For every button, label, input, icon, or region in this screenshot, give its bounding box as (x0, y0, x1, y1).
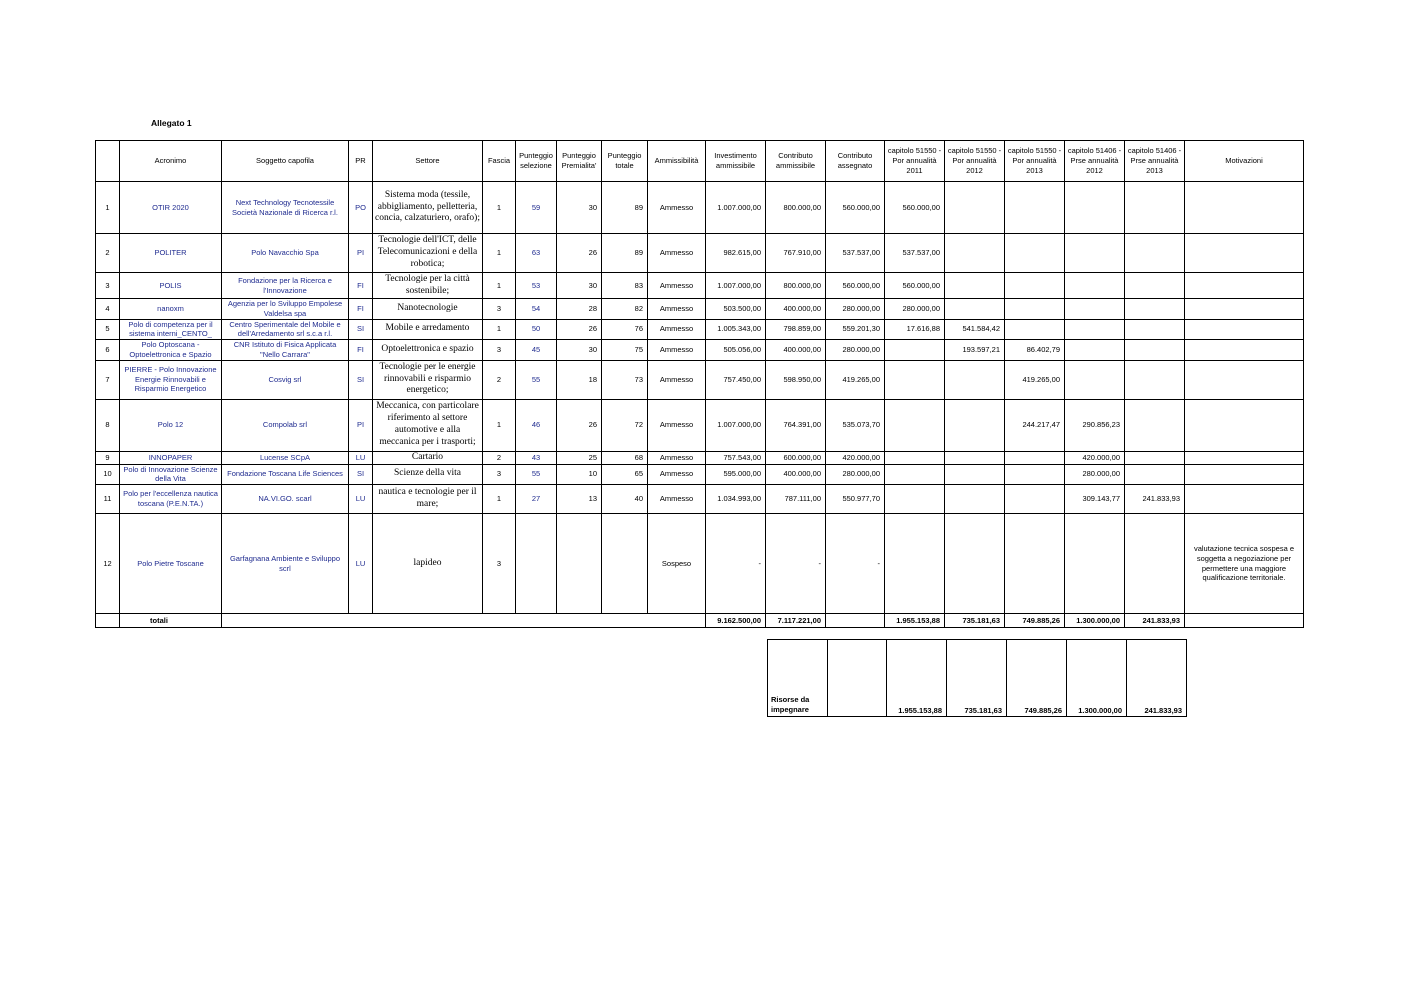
settore-cell: Tecnologie dell'ICT, delle Telecomunicazioni e della robotica; (373, 234, 483, 273)
cap-2012-cell (945, 299, 1005, 320)
settore-cell: Mobile e arredamento (373, 319, 483, 340)
row-number: 10 (96, 464, 120, 485)
investimento-cell: 595.000,00 (706, 464, 766, 485)
header-punteggio-premialita: Punteggio Premialita' (557, 141, 602, 182)
soggetto-cell: CNR Istituto di Fisica Applicata "Nello Carrara" (222, 340, 349, 361)
settore-cell: Optoelettronica e spazio (373, 340, 483, 361)
punteggio-premialita-cell: 30 (557, 340, 602, 361)
cap-2012-cell (945, 451, 1005, 464)
punteggio-totale-cell: 89 (602, 234, 648, 273)
row-number: 3 (96, 273, 120, 299)
header-pr: PR (349, 141, 373, 182)
punteggio-premialita-cell: 26 (557, 319, 602, 340)
soggetto-cell: NA.VI.GO. scarl (222, 485, 349, 514)
fascia-cell: 3 (483, 514, 516, 614)
cap-2011-cell (885, 451, 945, 464)
contributo-ammissibile-cell: 798.859,00 (766, 319, 826, 340)
row-number: 1 (96, 182, 120, 234)
contributo-assegnato-cell: 280.000,00 (826, 299, 885, 320)
punteggio-totale-cell: 72 (602, 399, 648, 451)
contributo-ammissibile-cell: 767.910,00 (766, 234, 826, 273)
prse-2012-cell (1065, 273, 1125, 299)
settore-cell: lapideo (373, 514, 483, 614)
table-row (96, 360, 1304, 399)
header-motivazioni: Motivazioni (1185, 141, 1304, 182)
contributo-assegnato-cell: 280.000,00 (826, 464, 885, 485)
motivazioni-cell: valutazione tecnica sospesa e soggetta a negoziazione per permettere una maggiore qualificazione territoriale. (1185, 514, 1304, 614)
totals-label: totali (120, 614, 222, 628)
pr-cell: SI (349, 319, 373, 340)
prse-2013-cell (1125, 340, 1185, 361)
contributo-ammissibile-cell: 400.000,00 (766, 299, 826, 320)
row-number: 11 (96, 485, 120, 514)
punteggio-premialita-cell: 18 (557, 360, 602, 399)
header-settore: Settore (373, 141, 483, 182)
soggetto-cell: Agenzia per lo Sviluppo Empolese Valdelsa spa (222, 299, 349, 320)
ammissibilita-cell: Sospeso (648, 514, 706, 614)
cap-2011-cell: 17.616,88 (885, 319, 945, 340)
investimento-cell: 757.543,00 (706, 451, 766, 464)
prse-2012-cell: 290.856,23 (1065, 399, 1125, 451)
header-num (96, 141, 120, 182)
totals-empty-span (222, 614, 706, 628)
fascia-cell: 1 (483, 273, 516, 299)
acronimo-cell: nanoxm (120, 299, 222, 320)
punteggio-selezione-cell: 54 (516, 299, 557, 320)
punteggio-totale-cell: 65 (602, 464, 648, 485)
header-acronimo: Acronimo (120, 141, 222, 182)
motivazioni-cell (1185, 182, 1304, 234)
settore-cell: Nanotecnologie (373, 299, 483, 320)
table-row (96, 399, 1304, 451)
punteggio-premialita-cell (557, 514, 602, 614)
contributo-assegnato-cell: 280.000,00 (826, 340, 885, 361)
punteggio-selezione-cell: 53 (516, 273, 557, 299)
fascia-cell: 3 (483, 464, 516, 485)
soggetto-cell: Garfagnana Ambiente e Sviluppo scrl (222, 514, 349, 614)
table-row (96, 340, 1304, 361)
punteggio-selezione-cell: 27 (516, 485, 557, 514)
cap-2011-cell (885, 464, 945, 485)
fascia-cell: 1 (483, 319, 516, 340)
table-row (96, 485, 1304, 514)
punteggio-selezione-cell: 63 (516, 234, 557, 273)
cap-2011-cell (885, 514, 945, 614)
risorse-row (768, 640, 1187, 717)
contributo-ammissibile-cell: 598.950,00 (766, 360, 826, 399)
motivazioni-cell (1185, 299, 1304, 320)
punteggio-premialita-cell: 26 (557, 399, 602, 451)
soggetto-cell: Polo Navacchio Spa (222, 234, 349, 273)
ammissibilita-cell: Ammesso (648, 182, 706, 234)
header-contributo-ammissibile: Contributo ammissibile (766, 141, 826, 182)
acronimo-cell: Polo per l'eccellenza nautica toscana (P.E.N.TA.) (120, 485, 222, 514)
cap-2013-cell: 86.402,79 (1005, 340, 1065, 361)
pr-cell: PO (349, 182, 373, 234)
contributo-assegnato-cell: 550.977,70 (826, 485, 885, 514)
contributo-assegnato-cell: 419.265,00 (826, 360, 885, 399)
punteggio-selezione-cell: 43 (516, 451, 557, 464)
contributo-assegnato-cell: - (826, 514, 885, 614)
prse-2012-cell (1065, 234, 1125, 273)
header-contributo-assegnato: Contributo assegnato (826, 141, 885, 182)
cap-2011-cell (885, 340, 945, 361)
table-row (96, 319, 1304, 340)
investimento-cell: 757.450,00 (706, 360, 766, 399)
fascia-cell: 1 (483, 182, 516, 234)
cap-2013-cell (1005, 451, 1065, 464)
prse-2013-cell: 241.833,93 (1125, 485, 1185, 514)
investimento-cell: 503.500,00 (706, 299, 766, 320)
prse-2013-cell (1125, 319, 1185, 340)
table-row (96, 514, 1304, 614)
punteggio-totale-cell: 68 (602, 451, 648, 464)
header-investimento: Investimento ammissibile (706, 141, 766, 182)
risorse-empty-cell (828, 640, 887, 717)
fascia-cell: 1 (483, 485, 516, 514)
cap-2012-cell (945, 514, 1005, 614)
contributo-ammissibile-cell: 764.391,00 (766, 399, 826, 451)
row-number: 7 (96, 360, 120, 399)
totals-motivazioni-empty (1185, 614, 1304, 628)
risorse-cap-2012: 735.181,63 (947, 640, 1007, 717)
cap-2012-cell (945, 182, 1005, 234)
punteggio-selezione-cell: 55 (516, 360, 557, 399)
header-ammissibilita: Ammissibilità (648, 141, 706, 182)
acronimo-cell: Polo Optoscana - Optoelettronica e Spazio (120, 340, 222, 361)
ammissibilita-cell: Ammesso (648, 485, 706, 514)
cap-2011-cell: 560.000,00 (885, 182, 945, 234)
totals-prse-2013: 241.833,93 (1125, 614, 1185, 628)
totals-prse-2012: 1.300.000,00 (1065, 614, 1125, 628)
punteggio-premialita-cell: 13 (557, 485, 602, 514)
header-punteggio-totale: Punteggio totale (602, 141, 648, 182)
acronimo-cell: POLITER (120, 234, 222, 273)
row-number: 6 (96, 340, 120, 361)
punteggio-totale-cell: 83 (602, 273, 648, 299)
soggetto-cell: Fondazione per la Ricerca e l'Innovazione (222, 273, 349, 299)
header-cap-2013: capitolo 51550 - Por annualità 2013 (1005, 141, 1065, 182)
prse-2013-cell (1125, 182, 1185, 234)
pr-cell: LU (349, 451, 373, 464)
fascia-cell: 3 (483, 299, 516, 320)
ammissibilita-cell: Ammesso (648, 340, 706, 361)
investimento-cell: 1.007.000,00 (706, 273, 766, 299)
row-number: 9 (96, 451, 120, 464)
row-number: 8 (96, 399, 120, 451)
fascia-cell: 1 (483, 399, 516, 451)
motivazioni-cell (1185, 485, 1304, 514)
row-number: 2 (96, 234, 120, 273)
investimento-cell: 1.007.000,00 (706, 182, 766, 234)
fascia-cell: 2 (483, 451, 516, 464)
cap-2013-cell: 419.265,00 (1005, 360, 1065, 399)
prse-2012-cell (1065, 319, 1125, 340)
totals-spacer (96, 614, 120, 628)
punteggio-totale-cell: 75 (602, 340, 648, 361)
risorse-label: Risorse da impegnare (768, 640, 828, 717)
cap-2013-cell (1005, 182, 1065, 234)
risorse-prse-2012: 1.300.000,00 (1067, 640, 1127, 717)
ammissibilita-cell: Ammesso (648, 399, 706, 451)
investimento-cell: - (706, 514, 766, 614)
prse-2013-cell (1125, 399, 1185, 451)
punteggio-totale-cell: 89 (602, 182, 648, 234)
header-cap-2011: capitolo 51550 - Por annualità 2011 (885, 141, 945, 182)
cap-2013-cell (1005, 234, 1065, 273)
table-header-row (96, 141, 1304, 182)
row-number: 5 (96, 319, 120, 340)
cap-2011-cell (885, 485, 945, 514)
acronimo-cell: Polo Pietre Toscane (120, 514, 222, 614)
cap-2013-cell (1005, 464, 1065, 485)
motivazioni-cell (1185, 360, 1304, 399)
header-prse-2013: capitolo 51406 - Prse annualità 2013 (1125, 141, 1185, 182)
prse-2013-cell (1125, 299, 1185, 320)
table-row (96, 273, 1304, 299)
punteggio-selezione-cell: 46 (516, 399, 557, 451)
prse-2013-cell (1125, 273, 1185, 299)
header-cap-2012: capitolo 51550 - Por annualità 2012 (945, 141, 1005, 182)
investimento-cell: 982.615,00 (706, 234, 766, 273)
soggetto-cell: Centro Sperimentale del Mobile e dell'Arredamento srl s.c.a r.l. (222, 319, 349, 340)
pr-cell: PI (349, 234, 373, 273)
prse-2013-cell (1125, 514, 1185, 614)
soggetto-cell: Lucense SCpA (222, 451, 349, 464)
header-soggetto: Soggetto capofila (222, 141, 349, 182)
prse-2012-cell (1065, 360, 1125, 399)
investimento-cell: 1.007.000,00 (706, 399, 766, 451)
cap-2011-cell (885, 360, 945, 399)
ammissibilita-cell: Ammesso (648, 234, 706, 273)
punteggio-totale-cell: 76 (602, 319, 648, 340)
soggetto-cell: Next Technology Tecnotessile Società Nazionale di Ricerca r.l. (222, 182, 349, 234)
contributo-ammissibile-cell: - (766, 514, 826, 614)
cap-2011-cell: 280.000,00 (885, 299, 945, 320)
ammissibilita-cell: Ammesso (648, 451, 706, 464)
fascia-cell: 2 (483, 360, 516, 399)
ammissibilita-cell: Ammesso (648, 319, 706, 340)
contributo-ammissibile-cell: 600.000,00 (766, 451, 826, 464)
acronimo-cell: INNOPAPER (120, 451, 222, 464)
pr-cell: FI (349, 299, 373, 320)
pr-cell: PI (349, 399, 373, 451)
cap-2011-cell (885, 399, 945, 451)
table-row (96, 299, 1304, 320)
soggetto-cell: Compolab srl (222, 399, 349, 451)
fascia-cell: 3 (483, 340, 516, 361)
prse-2012-cell (1065, 299, 1125, 320)
prse-2012-cell (1065, 514, 1125, 614)
cap-2012-cell (945, 273, 1005, 299)
header-prse-2012: capitolo 51406 - Prse annualità 2012 (1065, 141, 1125, 182)
soggetto-cell: Fondazione Toscana Life Sciences (222, 464, 349, 485)
ammissibilita-cell: Ammesso (648, 273, 706, 299)
punteggio-premialita-cell: 25 (557, 451, 602, 464)
cap-2012-cell (945, 234, 1005, 273)
header-fascia: Fascia (483, 141, 516, 182)
contributo-assegnato-cell: 535.073,70 (826, 399, 885, 451)
punteggio-selezione-cell: 59 (516, 182, 557, 234)
contributo-assegnato-cell: 420.000,00 (826, 451, 885, 464)
risorse-prse-2013: 241.833,93 (1127, 640, 1187, 717)
contributo-assegnato-cell: 559.201,30 (826, 319, 885, 340)
punteggio-totale-cell: 40 (602, 485, 648, 514)
investimento-cell: 1.005.343,00 (706, 319, 766, 340)
motivazioni-cell (1185, 340, 1304, 361)
cap-2013-cell (1005, 273, 1065, 299)
risorse-cap-2013: 749.885,26 (1007, 640, 1067, 717)
cap-2011-cell: 560.000,00 (885, 273, 945, 299)
soggetto-cell: Cosvig srl (222, 360, 349, 399)
ammissibilita-cell: Ammesso (648, 299, 706, 320)
punteggio-totale-cell (602, 514, 648, 614)
punteggio-premialita-cell: 28 (557, 299, 602, 320)
totals-investimento: 9.162.500,00 (706, 614, 766, 628)
cap-2012-cell: 193.597,21 (945, 340, 1005, 361)
investimento-cell: 505.056,00 (706, 340, 766, 361)
table-row (96, 451, 1304, 464)
header-punteggio-selezione: Punteggio selezione (516, 141, 557, 182)
pr-cell: LU (349, 514, 373, 614)
acronimo-cell: Polo di Innovazione Scienze della Vita (120, 464, 222, 485)
risorse-table (767, 639, 1187, 717)
motivazioni-cell (1185, 319, 1304, 340)
totals-contributo-assegnato-empty (826, 614, 885, 628)
row-number: 4 (96, 299, 120, 320)
prse-2013-cell (1125, 451, 1185, 464)
motivazioni-cell (1185, 234, 1304, 273)
risorse-cap-2011: 1.955.153,88 (887, 640, 947, 717)
totals-cap-2013: 749.885,26 (1005, 614, 1065, 628)
document-title: Allegato 1 (151, 118, 192, 128)
totals-cap-2012: 735.181,63 (945, 614, 1005, 628)
punteggio-premialita-cell: 26 (557, 234, 602, 273)
acronimo-cell: Polo 12 (120, 399, 222, 451)
prse-2012-cell (1065, 340, 1125, 361)
pr-cell: FI (349, 340, 373, 361)
punteggio-premialita-cell: 30 (557, 273, 602, 299)
settore-cell: Tecnologie per la città sostenibile; (373, 273, 483, 299)
cap-2012-cell (945, 485, 1005, 514)
pr-cell: SI (349, 464, 373, 485)
settore-cell: Tecnologie per le energie rinnovabili e risparmio energetico; (373, 360, 483, 399)
cap-2013-cell: 244.217,47 (1005, 399, 1065, 451)
settore-cell: Scienze della vita (373, 464, 483, 485)
punteggio-premialita-cell: 10 (557, 464, 602, 485)
totals-cap-2011: 1.955.153,88 (885, 614, 945, 628)
cap-2012-cell (945, 399, 1005, 451)
projects-table (95, 140, 1304, 628)
settore-cell: Cartario (373, 451, 483, 464)
contributo-ammissibile-cell: 800.000,00 (766, 273, 826, 299)
row-number: 12 (96, 514, 120, 614)
punteggio-selezione-cell: 45 (516, 340, 557, 361)
cap-2013-cell (1005, 299, 1065, 320)
prse-2012-cell (1065, 182, 1125, 234)
punteggio-selezione-cell: 50 (516, 319, 557, 340)
motivazioni-cell (1185, 464, 1304, 485)
punteggio-selezione-cell (516, 514, 557, 614)
prse-2013-cell (1125, 464, 1185, 485)
prse-2012-cell: 420.000,00 (1065, 451, 1125, 464)
contributo-assegnato-cell: 537.537,00 (826, 234, 885, 273)
contributo-ammissibile-cell: 400.000,00 (766, 340, 826, 361)
acronimo-cell: OTIR 2020 (120, 182, 222, 234)
punteggio-totale-cell: 73 (602, 360, 648, 399)
prse-2012-cell: 309.143,77 (1065, 485, 1125, 514)
cap-2011-cell: 537.537,00 (885, 234, 945, 273)
contributo-assegnato-cell: 560.000,00 (826, 273, 885, 299)
punteggio-premialita-cell: 30 (557, 182, 602, 234)
contributo-assegnato-cell: 560.000,00 (826, 182, 885, 234)
table-row (96, 182, 1304, 234)
punteggio-selezione-cell: 55 (516, 464, 557, 485)
prse-2013-cell (1125, 234, 1185, 273)
fascia-cell: 1 (483, 234, 516, 273)
ammissibilita-cell: Ammesso (648, 360, 706, 399)
settore-cell: nautica e tecnologie per il mare; (373, 485, 483, 514)
cap-2012-cell: 541.584,42 (945, 319, 1005, 340)
table-row (96, 234, 1304, 273)
motivazioni-cell (1185, 399, 1304, 451)
cap-2013-cell (1005, 514, 1065, 614)
pr-cell: FI (349, 273, 373, 299)
cap-2012-cell (945, 464, 1005, 485)
settore-cell: Meccanica, con particolare riferimento al settore automotive e alla meccanica per i trasporti; (373, 399, 483, 451)
ammissibilita-cell: Ammesso (648, 464, 706, 485)
prse-2013-cell (1125, 360, 1185, 399)
motivazioni-cell (1185, 273, 1304, 299)
contributo-ammissibile-cell: 400.000,00 (766, 464, 826, 485)
cap-2013-cell (1005, 319, 1065, 340)
settore-cell: Sistema moda (tessile, abbigliamento, pelletteria, concia, calzaturiero, orafo); (373, 182, 483, 234)
totals-contributo-ammissibile: 7.117.221,00 (766, 614, 826, 628)
acronimo-cell: Polo di competenza per il sistema interni_CENTO_ (120, 319, 222, 340)
prse-2012-cell: 280.000,00 (1065, 464, 1125, 485)
cap-2013-cell (1005, 485, 1065, 514)
totals-row (96, 614, 1304, 628)
acronimo-cell: POLIS (120, 273, 222, 299)
contributo-ammissibile-cell: 800.000,00 (766, 182, 826, 234)
investimento-cell: 1.034.993,00 (706, 485, 766, 514)
pr-cell: SI (349, 360, 373, 399)
pr-cell: LU (349, 485, 373, 514)
motivazioni-cell (1185, 451, 1304, 464)
table-row (96, 464, 1304, 485)
contributo-ammissibile-cell: 787.111,00 (766, 485, 826, 514)
acronimo-cell: PIERRE - Polo Innovazione Energie Rinnovabili e Risparmio Energetico (120, 360, 222, 399)
cap-2012-cell (945, 360, 1005, 399)
punteggio-totale-cell: 82 (602, 299, 648, 320)
